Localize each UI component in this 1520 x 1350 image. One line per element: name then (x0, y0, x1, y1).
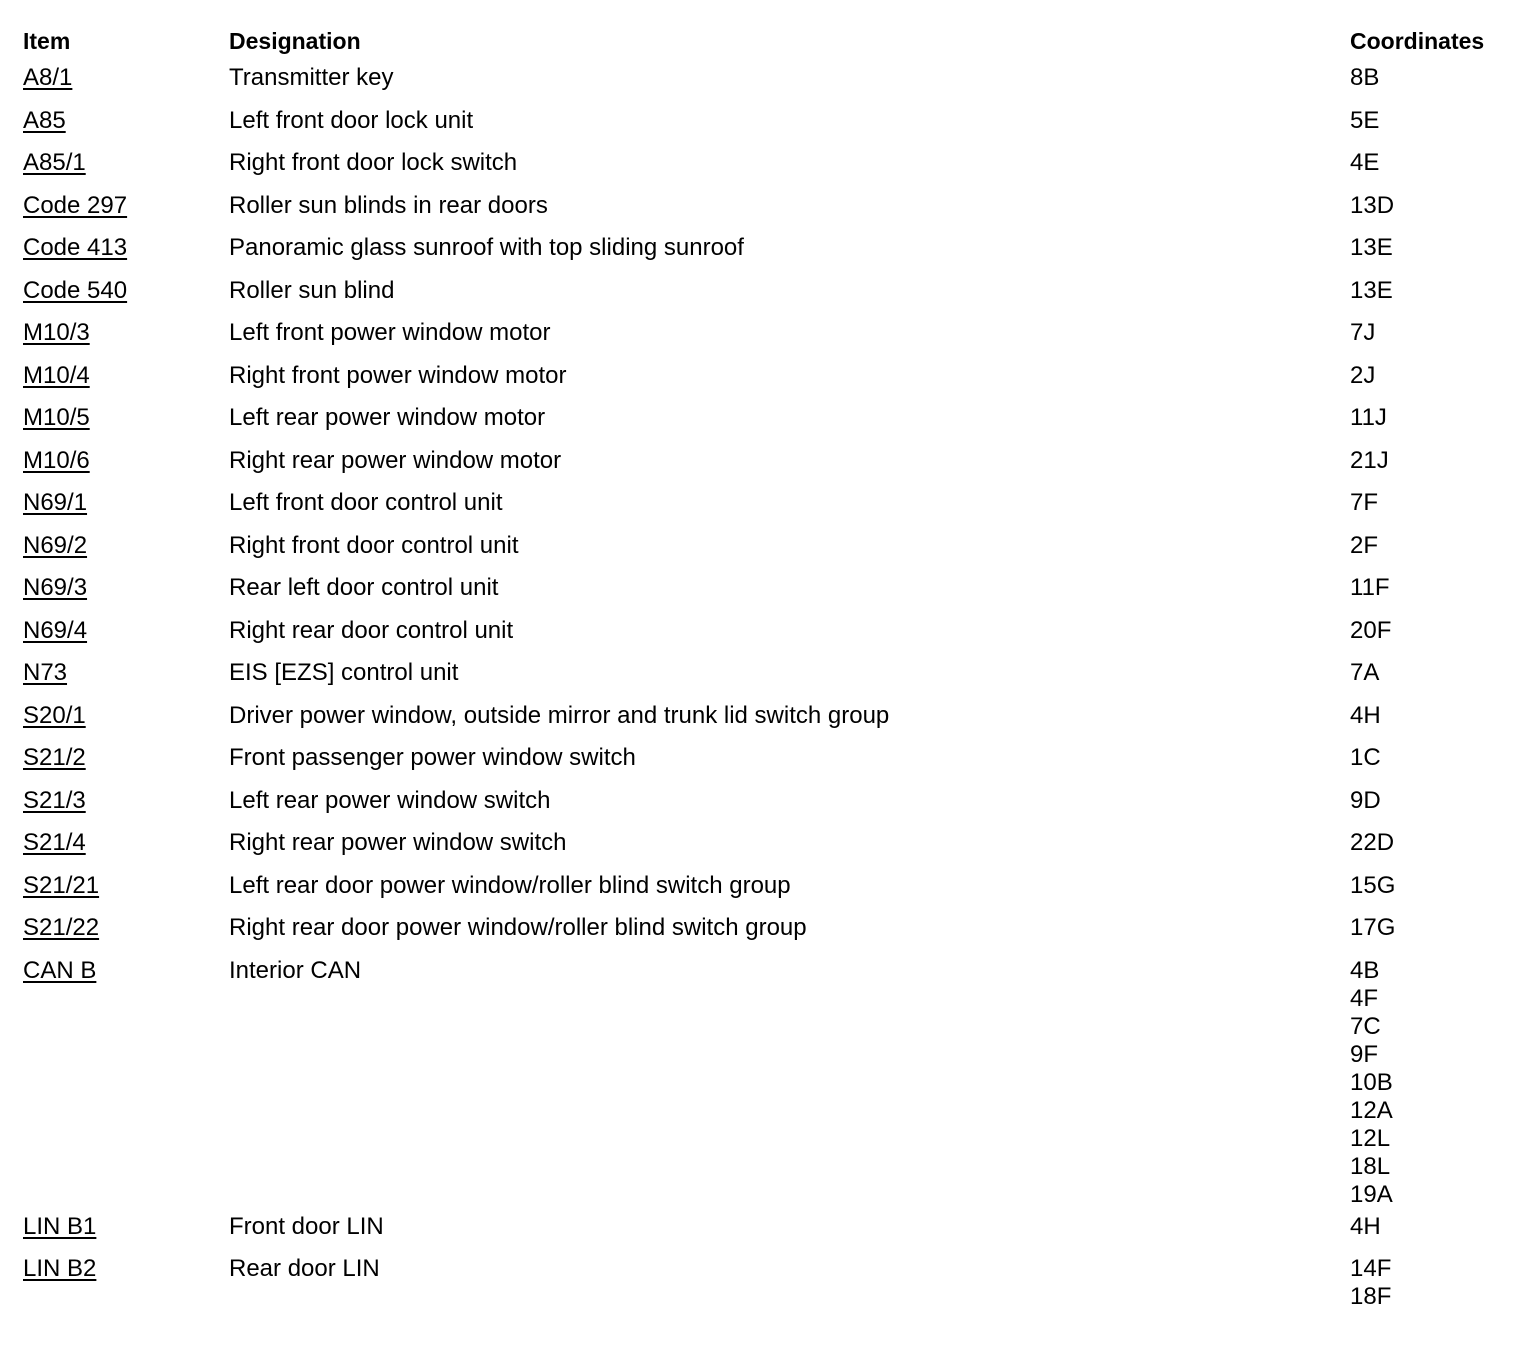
designation-cell: Transmitter key (229, 64, 394, 91)
coordinate-value: 4F (1350, 984, 1379, 1012)
coordinate-value: 18F (1350, 1283, 1392, 1310)
item-cell (23, 783, 229, 815)
coordinates-cell (1350, 1209, 1503, 1241)
coordinates-cell (1350, 145, 1503, 177)
designation-column-header: Designation (229, 28, 361, 54)
designation-cell: EIS [EZS] control unit (229, 659, 459, 686)
coordinate-value: 4E (1350, 149, 1380, 176)
designation-cell: Roller sun blinds in rear doors (229, 191, 548, 219)
designation-cell: Front door LIN (229, 1212, 384, 1240)
designation-cell: Left rear power window motor (229, 404, 546, 431)
item-link[interactable]: CAN B (23, 956, 97, 984)
item-link[interactable]: M10/3 (23, 319, 90, 346)
item-cell (23, 315, 229, 347)
coordinate-value: 4H (1350, 701, 1381, 729)
designation-cell: Left front power window motor (229, 319, 551, 346)
coordinate-value: 5E (1350, 106, 1380, 134)
designation-cell: Left rear door power window/roller blind switch group (229, 871, 791, 899)
table-row (23, 273, 1503, 316)
item-link[interactable]: S21/4 (23, 829, 86, 856)
coordinate-value: 7J (1350, 319, 1376, 346)
designation-cell: Right front door lock switch (229, 149, 518, 176)
coordinates-cell (1350, 698, 1503, 730)
coordinates-cell (1350, 485, 1503, 517)
table-body (23, 60, 1503, 1311)
item-cell (23, 613, 229, 645)
coordinates-cell (1350, 1251, 1503, 1311)
table-row (23, 485, 1503, 528)
coordinates-cell (1350, 613, 1503, 645)
table-row (23, 528, 1503, 571)
item-link[interactable]: N69/3 (23, 574, 88, 601)
item-column-header: Item (23, 28, 71, 54)
table-row (23, 103, 1503, 146)
item-link[interactable]: M10/5 (23, 404, 90, 431)
item-link[interactable]: S21/2 (23, 744, 86, 771)
table-row (23, 315, 1503, 358)
designation-cell: Right front door control unit (229, 531, 519, 559)
item-cell (23, 1251, 229, 1283)
coordinates-cell (1350, 400, 1503, 432)
coordinate-value: 9F (1350, 1040, 1379, 1068)
item-cell (23, 570, 229, 602)
coordinate-value: 4H (1350, 1212, 1381, 1240)
item-link[interactable]: N69/4 (23, 616, 88, 644)
designation-cell: Rear door LIN (229, 1255, 380, 1282)
designation-cell: Right front power window motor (229, 361, 567, 389)
item-cell (23, 698, 229, 730)
item-cell (23, 528, 229, 560)
item-cell (23, 910, 229, 942)
item-cell (23, 868, 229, 900)
coordinate-value: 7C (1350, 1012, 1381, 1040)
coordinates-cell (1350, 740, 1503, 772)
item-cell (23, 400, 229, 432)
item-link[interactable]: Code 413 (23, 234, 128, 261)
table-row (23, 783, 1503, 826)
coordinate-value: 9D (1350, 786, 1381, 814)
table-row (23, 358, 1503, 401)
coordinate-value: 20F (1350, 616, 1392, 644)
coordinates-cell (1350, 570, 1503, 602)
item-cell (23, 103, 229, 135)
coordinates-cell (1350, 953, 1503, 1209)
coordinate-value: 7A (1350, 659, 1380, 686)
item-link[interactable]: A85/1 (23, 149, 86, 176)
table-row (23, 953, 1503, 1209)
coordinate-value: 13E (1350, 234, 1393, 261)
coordinates-cell (1350, 910, 1503, 942)
coordinates-cell (1350, 315, 1503, 347)
coordinate-value: 2J (1350, 361, 1376, 389)
designation-cell: Roller sun blind (229, 276, 395, 304)
coordinates-cell (1350, 655, 1503, 687)
item-cell (23, 188, 229, 220)
coordinates-cell (1350, 783, 1503, 815)
coordinates-cell (1350, 188, 1503, 220)
coordinate-value: 15G (1350, 871, 1396, 899)
item-cell (23, 145, 229, 177)
item-link[interactable]: LIN B2 (23, 1255, 97, 1282)
coordinates-cell (1350, 825, 1503, 857)
designation-cell: Right rear power window motor (229, 446, 562, 474)
coordinate-value: 19A (1350, 1180, 1393, 1208)
coordinate-value: 10B (1350, 1068, 1393, 1096)
item-link[interactable]: N69/2 (23, 531, 88, 559)
item-link[interactable]: Code 297 (23, 191, 128, 219)
coordinates-cell (1350, 528, 1503, 560)
table-row (23, 868, 1503, 911)
coordinate-value: 14F (1350, 1255, 1392, 1282)
coordinate-value: 22D (1350, 829, 1395, 856)
table-row (23, 740, 1503, 783)
table-row (23, 570, 1503, 613)
item-link[interactable]: M10/6 (23, 446, 90, 474)
coordinate-value: 13E (1350, 276, 1393, 304)
coordinate-value: 18L (1350, 1152, 1391, 1180)
coordinate-value: 2F (1350, 531, 1379, 559)
designation-cell: Panoramic glass sunroof with top sliding sunroof (229, 234, 744, 261)
designation-cell: Driver power window, outside mirror and trunk lid switch group (229, 701, 890, 729)
designation-cell: Right rear door control unit (229, 616, 514, 644)
item-cell (23, 443, 229, 475)
item-link[interactable]: N69/1 (23, 489, 88, 516)
coordinate-value: 21J (1350, 446, 1389, 474)
coordinate-value: 12A (1350, 1096, 1393, 1124)
table-row (23, 188, 1503, 231)
table-header-row (23, 23, 1503, 60)
table-row (23, 655, 1503, 698)
table-row (23, 910, 1503, 953)
coordinate-value: 8B (1350, 64, 1380, 91)
item-link[interactable]: LIN B1 (23, 1212, 97, 1240)
item-link[interactable]: S20/1 (23, 701, 86, 729)
item-link[interactable]: Code 540 (23, 276, 128, 304)
item-link[interactable]: S21/22 (23, 914, 100, 941)
item-cell (23, 485, 229, 517)
designation-cell: Rear left door control unit (229, 574, 499, 601)
designation-cell: Left front door control unit (229, 489, 503, 516)
table-row (23, 825, 1503, 868)
item-link[interactable]: S21/21 (23, 871, 100, 899)
table-row (23, 613, 1503, 656)
designation-cell: Interior CAN (229, 956, 362, 984)
item-cell (23, 655, 229, 687)
table-row (23, 145, 1503, 188)
table-row (23, 1209, 1503, 1252)
coordinate-value: 13D (1350, 191, 1395, 219)
table-row (23, 230, 1503, 273)
item-cell (23, 825, 229, 857)
coordinates-cell (1350, 60, 1503, 92)
coordinates-cell (1350, 443, 1503, 475)
coordinates-column-header: Coordinates (1350, 28, 1485, 54)
table-row (23, 698, 1503, 741)
coordinate-value: 12L (1350, 1124, 1391, 1152)
designation-cell: Front passenger power window switch (229, 744, 636, 771)
designation-cell: Left front door lock unit (229, 106, 474, 134)
table-row (23, 443, 1503, 486)
coordinate-value: 1C (1350, 744, 1381, 771)
designation-cell: Right rear power window switch (229, 829, 567, 856)
item-link[interactable]: A8/1 (23, 64, 73, 91)
table-row (23, 60, 1503, 103)
item-cell (23, 740, 229, 772)
coordinate-value: 11F (1350, 574, 1390, 601)
item-cell (23, 273, 229, 305)
coordinates-cell (1350, 230, 1503, 262)
designation-cell: Right rear door power window/roller blind switch group (229, 914, 807, 941)
designation-cell: Left rear power window switch (229, 786, 551, 814)
item-link[interactable]: N73 (23, 659, 68, 686)
coordinate-value: 4B (1350, 956, 1380, 984)
item-link[interactable]: M10/4 (23, 361, 90, 389)
item-cell (23, 60, 229, 92)
item-link[interactable]: A85 (23, 106, 66, 134)
item-cell (23, 1209, 229, 1241)
coordinates-cell (1350, 273, 1503, 305)
table-row (23, 400, 1503, 443)
coordinate-value: 11J (1350, 404, 1387, 431)
item-cell (23, 358, 229, 390)
component-legend-table (23, 23, 1503, 1311)
coordinates-cell (1350, 868, 1503, 900)
coordinates-cell (1350, 358, 1503, 390)
item-cell (23, 953, 229, 985)
item-link[interactable]: S21/3 (23, 786, 86, 814)
coordinates-cell (1350, 103, 1503, 135)
item-cell (23, 230, 229, 262)
coordinate-value: 7F (1350, 489, 1379, 516)
coordinate-value: 17G (1350, 914, 1396, 941)
table-row (23, 1251, 1503, 1311)
